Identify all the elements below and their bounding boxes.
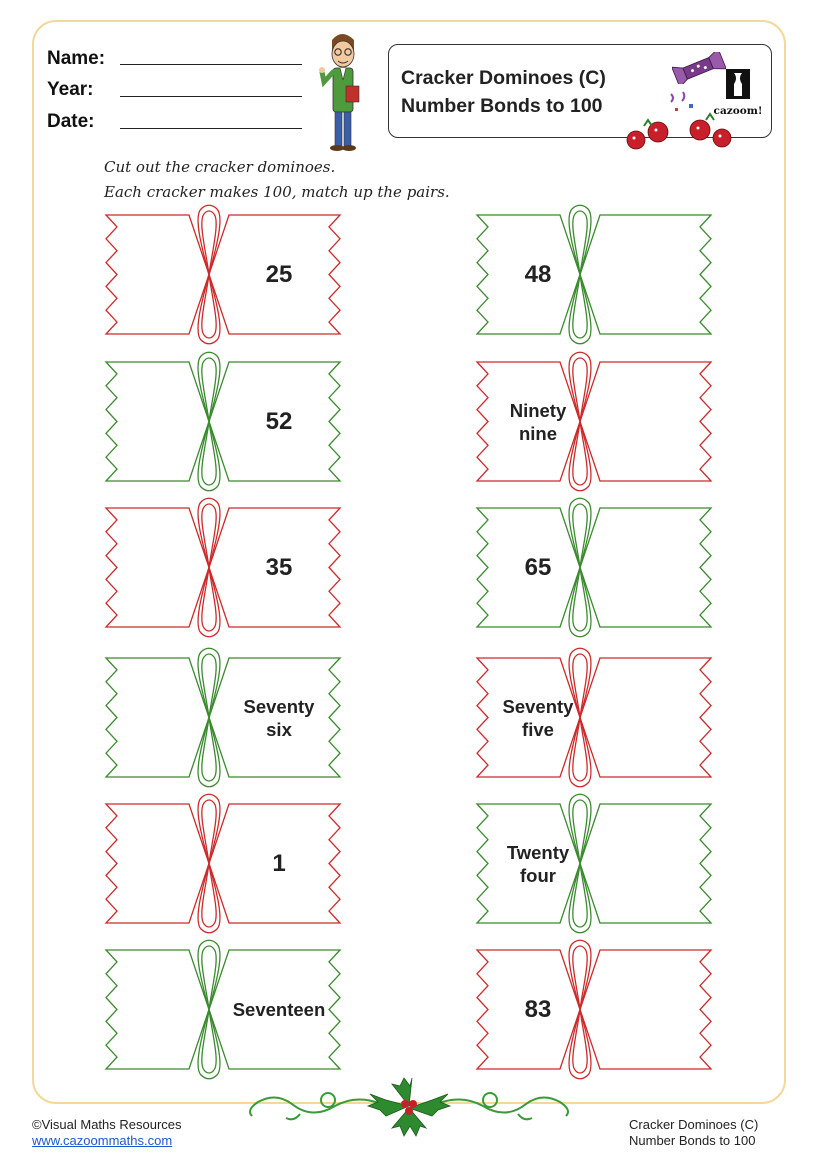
logo-text: cazoom! bbox=[713, 105, 763, 117]
name-field[interactable] bbox=[120, 64, 302, 65]
domino-label: Seventy six bbox=[243, 695, 315, 740]
website-link[interactable]: www.cazoommaths.com bbox=[32, 1133, 173, 1148]
domino-left-4[interactable] bbox=[103, 650, 343, 785]
domino-label: 65 bbox=[524, 554, 552, 581]
domino-label: Seventy five bbox=[502, 695, 574, 740]
footer-title: Cracker Dominoes (C) bbox=[629, 1117, 759, 1132]
domino-left-5[interactable] bbox=[103, 796, 343, 931]
domino-label: Seventeen bbox=[232, 999, 326, 1020]
year-field[interactable] bbox=[120, 96, 302, 97]
berries-decoration bbox=[624, 112, 736, 156]
domino-right-6[interactable] bbox=[474, 942, 714, 1077]
domino-label: Twenty four bbox=[506, 841, 570, 886]
domino-left-6[interactable] bbox=[103, 942, 343, 1077]
cazoom-logo bbox=[712, 66, 764, 116]
domino-right-4[interactable] bbox=[474, 650, 714, 785]
domino-label: 1 bbox=[272, 850, 286, 877]
footer-left bbox=[32, 1117, 182, 1149]
domino-label: 35 bbox=[265, 554, 293, 581]
domino-right-3[interactable] bbox=[474, 500, 714, 635]
name-label: Name: bbox=[47, 48, 106, 69]
worksheet-subtitle: Number Bonds to 100 bbox=[401, 95, 603, 117]
copyright-text: ©Visual Maths Resources bbox=[32, 1117, 182, 1132]
domino-right-2[interactable] bbox=[474, 354, 714, 489]
date-label: Date: bbox=[47, 111, 95, 132]
holly-ornament bbox=[240, 1076, 578, 1138]
domino-left-2[interactable] bbox=[103, 354, 343, 489]
domino-label: 48 bbox=[524, 261, 552, 288]
domino-label: 52 bbox=[265, 408, 293, 435]
instruction-line-1: Cut out the cracker dominoes. bbox=[104, 158, 336, 176]
domino-label: 25 bbox=[265, 261, 293, 288]
instruction-line-2: Each cracker makes 100, match up the pairs. bbox=[104, 183, 450, 201]
domino-right-5[interactable] bbox=[474, 796, 714, 931]
domino-label: Ninety nine bbox=[509, 399, 567, 444]
domino-left-3[interactable] bbox=[103, 500, 343, 635]
teacher-illustration bbox=[318, 30, 368, 152]
year-label: Year: bbox=[47, 79, 94, 100]
footer-subtitle: Number Bonds to 100 bbox=[629, 1133, 756, 1148]
domino-left-1[interactable] bbox=[103, 207, 343, 342]
date-field[interactable] bbox=[120, 128, 302, 129]
domino-label: 83 bbox=[524, 996, 552, 1023]
worksheet-title: Cracker Dominoes (C) bbox=[401, 67, 606, 89]
domino-right-1[interactable] bbox=[474, 207, 714, 342]
footer-right bbox=[629, 1117, 758, 1149]
